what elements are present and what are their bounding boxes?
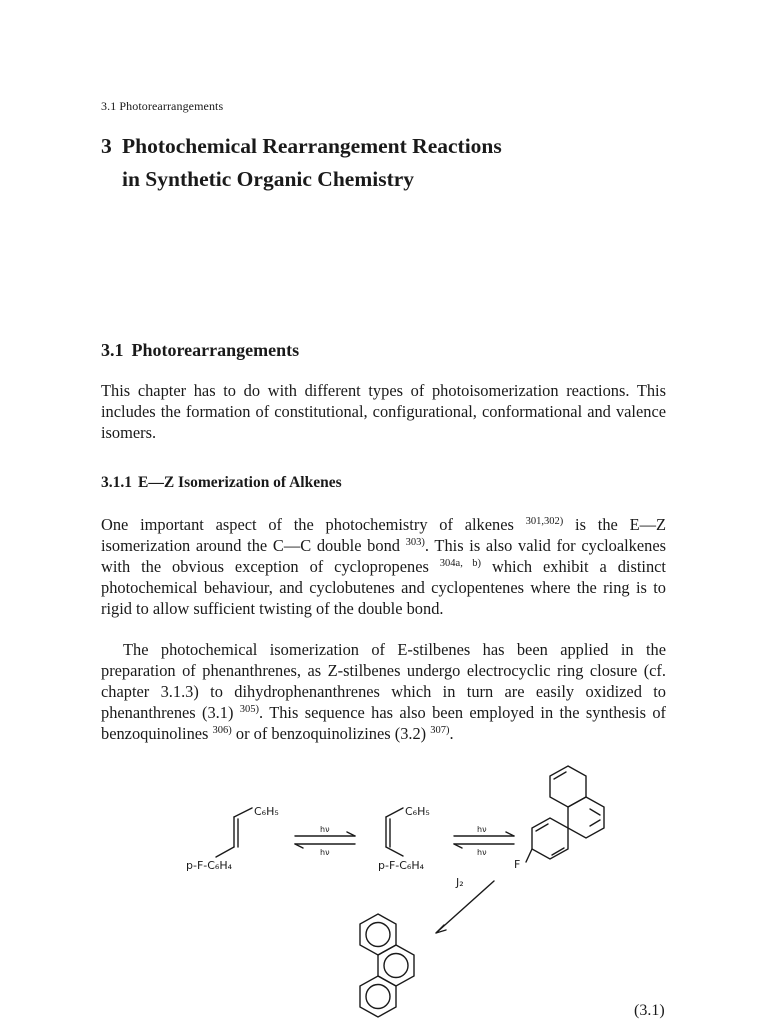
oxidation-arrow: [436, 881, 494, 933]
reaction-scheme: [170, 755, 650, 1024]
dihydrophenanthrene-structure: [526, 766, 604, 862]
e-stilbene-structure: [216, 808, 252, 857]
equilibrium-arrow-1: [295, 832, 355, 848]
paragraph-text: is the E—Z isomerization around the C—C double bond: [101, 515, 666, 555]
paragraph-text: . This sequence has also been employed in the synthesis of benzoquinolines: [101, 703, 667, 743]
chapter-number: 3: [101, 134, 112, 158]
phenyl-label-z: C₆H₅: [405, 805, 430, 818]
phenanthrene-structure: [360, 914, 414, 1017]
running-head: 3.1 Photorearrangements: [101, 99, 224, 113]
reference-marker: 307): [430, 725, 450, 736]
reference-marker: 304a, b): [439, 558, 482, 569]
subsection-number: 3.1.1: [101, 474, 132, 491]
chapter-title-line1: Photochemical Rearrangement Reactions: [122, 134, 502, 158]
paragraph-alkene-isomerization: [101, 514, 666, 619]
paragraph-text: .: [449, 724, 454, 743]
section-intro-paragraph: This chapter has to do with different types of photoisomerization reactions. This includes the formation of constitutional, configurational, conformational and valence isomers.: [101, 381, 666, 442]
z-stilbene-structure: [386, 808, 403, 856]
hv-reverse-label-1: hν: [320, 848, 330, 857]
fluorophenyl-label-z: p-F-C₆H₄: [378, 859, 425, 872]
phenyl-label: C₆H₅: [254, 805, 279, 818]
paragraph-text: or of benzoquinolizines (3.2): [231, 724, 431, 743]
reference-marker: 305): [239, 704, 260, 715]
equation-number: (3.1): [634, 1002, 665, 1019]
paragraph-text: which exhibit a distinct photochemical behaviour, and cyclobutenes and cyclopentenes where the ring is to rigid to allow sufficient twisting of the double bond.: [101, 557, 666, 618]
reference-marker: 303): [405, 537, 425, 548]
section-number: 3.1: [101, 340, 124, 360]
fluorophenyl-label: p-F-C₆H₄: [186, 859, 233, 872]
subsection-title: E—Z Isomerization of Alkenes: [138, 474, 342, 491]
paragraph-text: One important aspect of the photochemistry of alkenes: [101, 515, 526, 534]
hv-reverse-label-2: hν: [477, 848, 487, 857]
paragraph-stilbene-isomerization: [101, 639, 666, 744]
reference-marker: 301,302): [525, 516, 564, 527]
section-heading: [101, 340, 299, 361]
section-title: Photorearrangements: [131, 340, 300, 360]
subsection-heading: [101, 474, 342, 492]
reference-marker: 306): [212, 725, 232, 736]
hv-forward-label-1: hν: [320, 825, 330, 834]
hv-forward-label-2: hν: [477, 825, 487, 834]
iodine-reagent-label: J₂: [456, 876, 464, 889]
fluorine-label: F: [514, 858, 521, 871]
paragraph-text: . This is also valid for cycloalkenes with the obvious exception of cyclopropenes: [101, 536, 666, 576]
paragraph-text: The photochemical isomerization of E-stilbenes has been applied in the preparation of phenanthrenes, as Z-stilbenes undergo electrocyclic ring closure (cf. chapter 3.1.3) to dihydrophenanthrenes which in turn are easily oxidized to phenanthrenes (3.1): [101, 640, 666, 722]
chapter-title: [101, 130, 661, 196]
equilibrium-arrow-2: [454, 832, 514, 848]
chapter-title-line2: in Synthetic Organic Chemistry: [122, 167, 415, 191]
